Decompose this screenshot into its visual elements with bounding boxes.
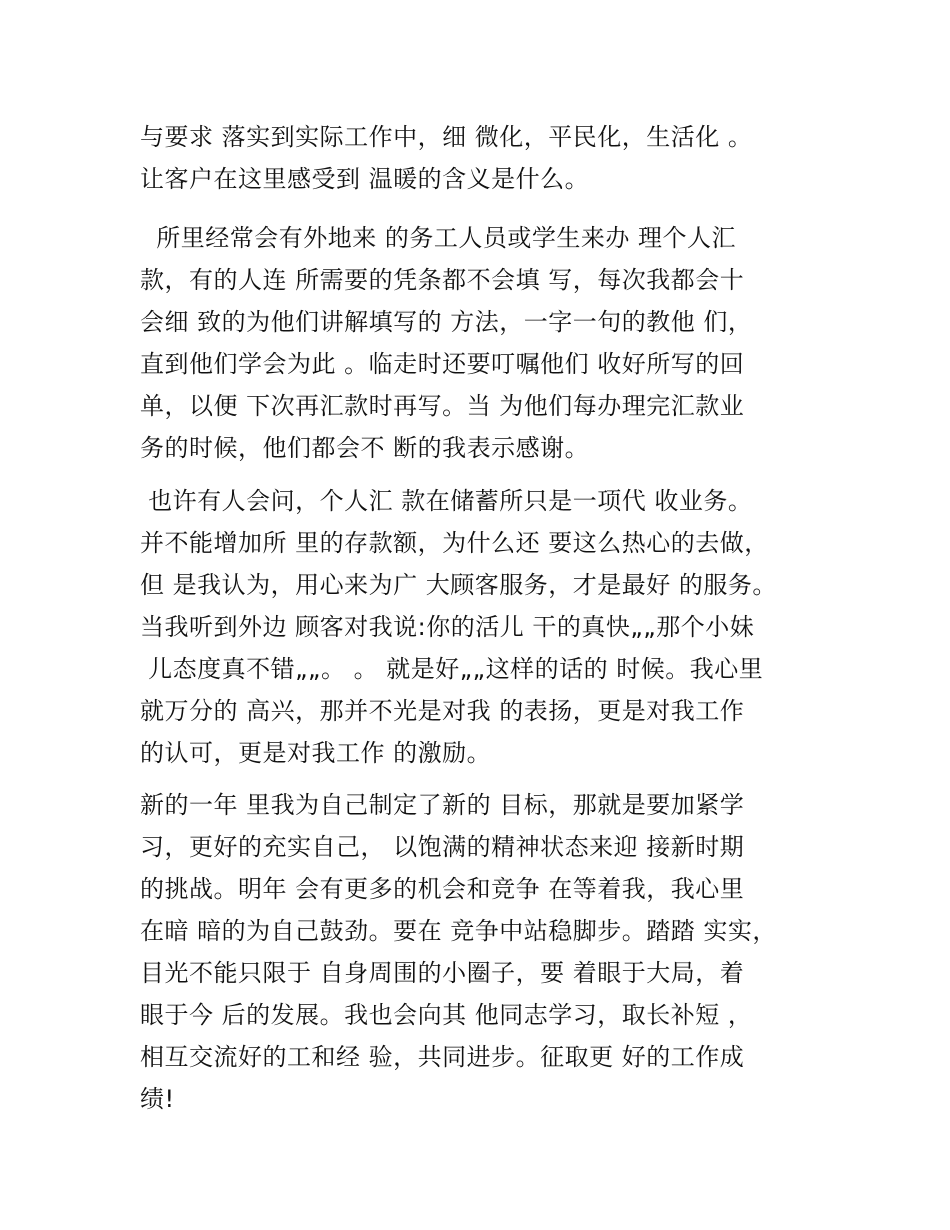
text-line: 与要求 落实到实际工作中，细 微化，平民化，生活化 。 (140, 123, 753, 151)
paragraph-2 (140, 217, 840, 469)
text-line: 新的一年 里我为自己制定了新的 目标，那就是要加紧学 (140, 791, 745, 819)
text-line: 直到他们学会为此 。临走时还要叮嘱他们 收好所写的回 (140, 350, 745, 378)
text-line: 让客户在这里感受到 温暖的含义是什么。 (140, 165, 590, 193)
text-line: 的认可，更是对我工作 的激励。 (140, 739, 492, 767)
text-line: 款，有的人连 所需要的凭条都不会填 写，每次我都会十 (140, 266, 745, 294)
text-line: 目光不能只限于 自身周围的小圈子，要 着眼于大局，着 (140, 959, 745, 987)
text-line: 眼于今 后的发展。我也会向其 他同志学习，取长补短 ， (140, 1001, 753, 1029)
text-line: 就万分的 高兴，那并不光是对我 的表扬，更是对我工作 (140, 697, 745, 725)
text-line: 但 是我认为，用心来为广 大顾客服务，才是最好 的服务。 (140, 571, 777, 599)
text-line: 相互交流好的工和经 验，共同进步。征取更 好的工作成 (140, 1043, 745, 1071)
text-line: 的挑战。明年 会有更多的机会和竞争 在等着我，我心里 (140, 875, 745, 903)
text-line: 会细 致的为他们讲解填写的 方法，一字一句的教他 们， (140, 308, 753, 336)
paragraph-1 (140, 116, 840, 200)
text-line: 并不能增加所 里的存款额，为什么还 要这么热心的去做， (140, 529, 769, 557)
text-line: 儿态度真不错„„。 。 就是好„„这样的话的 时候。我心里 (140, 655, 764, 683)
paragraph-3 (140, 480, 840, 774)
text-line: 在暗 暗的为自己鼓劲。要在 竞争中站稳脚步。踏踏 实实， (140, 917, 777, 945)
text-line: 当我听到外边 顾客对我说:你的活儿 干的真快„„那个小妹 (140, 613, 755, 641)
text-line: 务的时候，他们都会不 断的我表示感谢。 (140, 434, 590, 462)
text-line: 单，以便 下次再汇款时再写。当 为他们每办理完汇款业 (140, 392, 745, 420)
text-line: 绩! (140, 1085, 175, 1113)
paragraph-4 (140, 784, 840, 1120)
text-line: 所里经常会有外地来 的务工人员或学生来办 理个人汇 (140, 224, 737, 252)
text-line: 也许有人会问，个人汇 款在储蓄所只是一项代 收业务。 (140, 487, 753, 515)
text-line: 习，更好的充实自己， 以饱满的精神状态来迎 接新时期 (140, 833, 745, 861)
